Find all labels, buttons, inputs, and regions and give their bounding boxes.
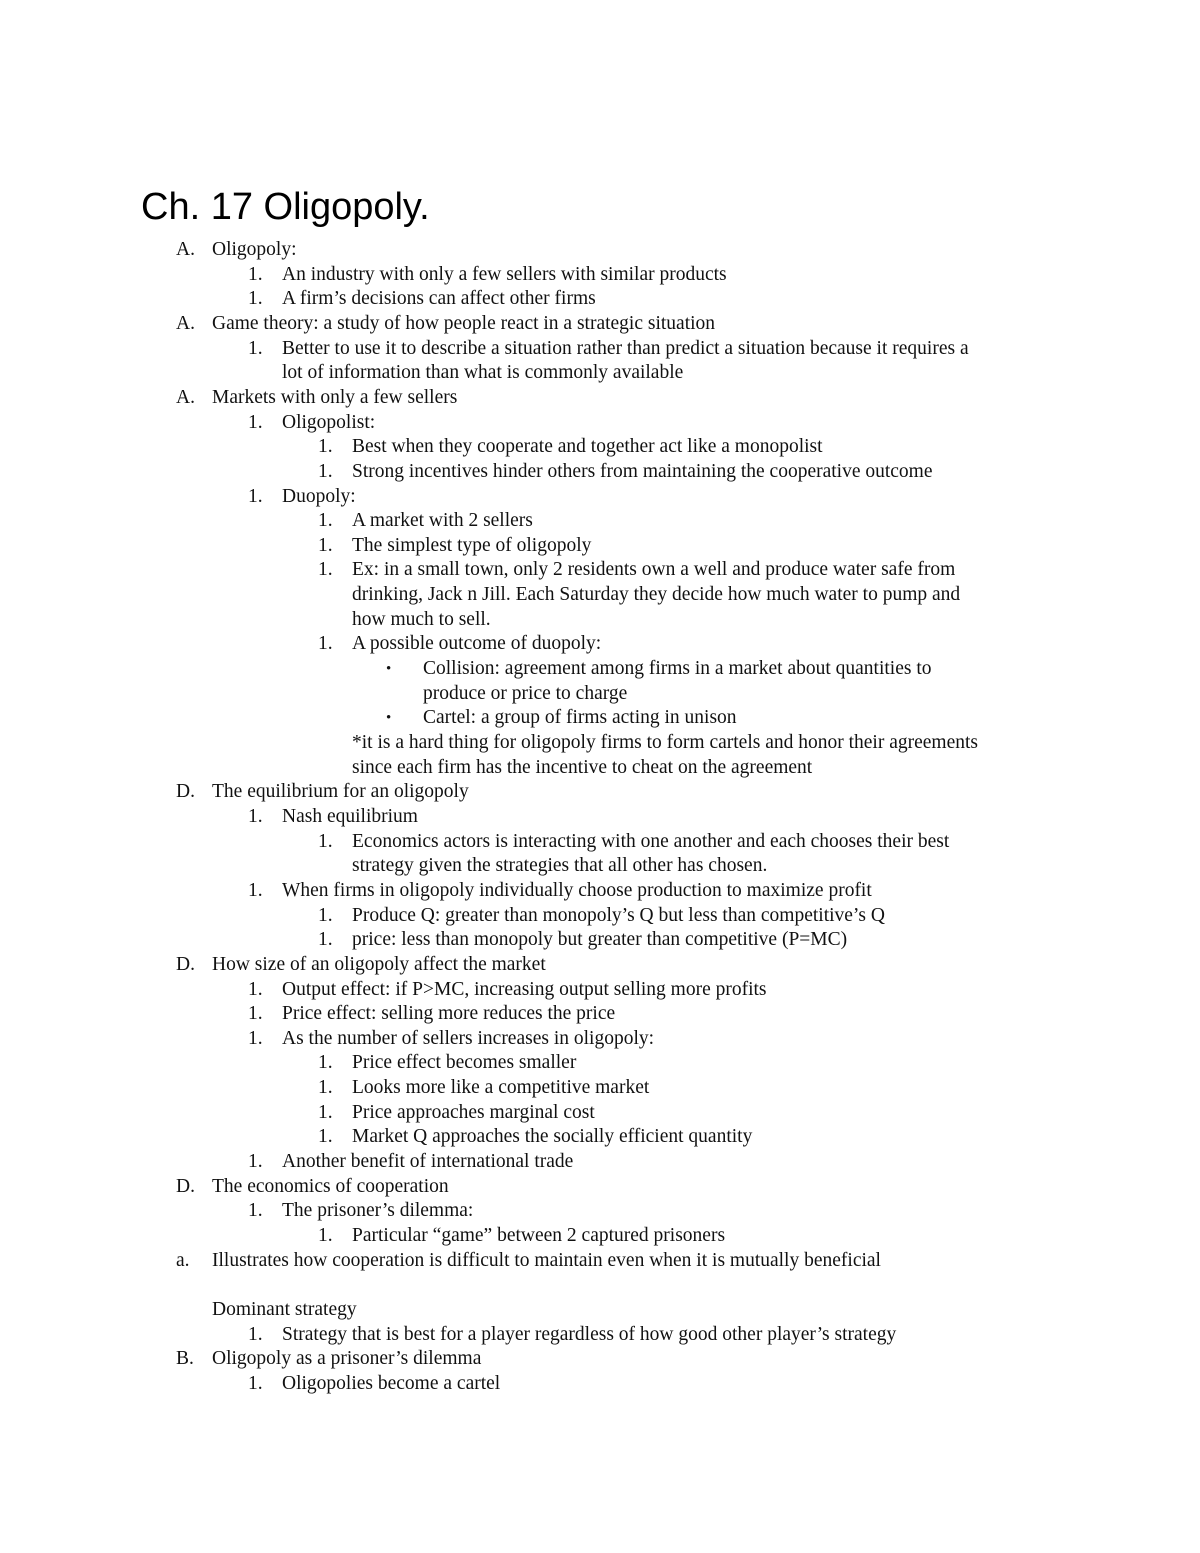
outline-line xyxy=(0,731,1200,755)
list-marker: 1. xyxy=(248,1151,263,1173)
list-marker: 1. xyxy=(318,1077,333,1099)
outline-text: strategy given the strategies that all other has chosen. xyxy=(352,855,768,877)
outline-text: lot of information than what is commonly available xyxy=(282,362,684,384)
outline-line xyxy=(0,1002,1200,1026)
outline-text: drinking, Jack n Jill. Each Saturday they decide how much water to pump and xyxy=(352,584,961,606)
outline-text: A possible outcome of duopoly: xyxy=(352,633,602,655)
outline-line xyxy=(0,312,1200,336)
list-marker: B. xyxy=(176,1348,194,1370)
outline-text: Cartel: a group of firms acting in unison xyxy=(423,707,737,729)
list-marker: 1. xyxy=(318,1126,333,1148)
list-marker: D. xyxy=(176,1175,195,1197)
outline-text: Oligopoly as a prisoner’s dilemma xyxy=(212,1348,482,1370)
outline-line xyxy=(0,706,1200,730)
outline-line xyxy=(0,756,1200,780)
outline-line xyxy=(0,1249,1200,1273)
outline-text: Collision: agreement among firms in a market about quantities to xyxy=(423,658,932,680)
list-marker: A. xyxy=(176,386,195,408)
list-marker: D. xyxy=(176,781,195,803)
bullet-marker: • xyxy=(386,661,392,678)
outline-line xyxy=(0,854,1200,878)
outline-line xyxy=(0,632,1200,656)
outline-text: Oligopoly: xyxy=(212,239,297,260)
outline-text: Price effect: selling more reduces the price xyxy=(282,1003,616,1025)
list-marker: 1. xyxy=(248,978,263,1000)
outline-text: Ex: in a small town, only 2 residents own a well and produce water safe from xyxy=(352,559,956,581)
outline-text: Dominant strategy xyxy=(212,1298,357,1320)
outline-line xyxy=(0,1273,1200,1297)
outline-line xyxy=(0,978,1200,1002)
outline-line xyxy=(0,460,1200,484)
list-marker: a. xyxy=(176,1249,190,1271)
list-marker: 1. xyxy=(318,1052,333,1074)
outline-line xyxy=(0,879,1200,903)
list-marker: 1. xyxy=(318,534,333,556)
outline-line xyxy=(0,780,1200,804)
outline-line xyxy=(0,1076,1200,1100)
outline-line xyxy=(0,830,1200,854)
list-marker: 1. xyxy=(248,1003,263,1025)
list-marker: 1. xyxy=(318,510,333,532)
outline-line xyxy=(0,361,1200,385)
outline-line xyxy=(0,386,1200,410)
list-marker: 1. xyxy=(318,436,333,458)
outline-text: A firm’s decisions can affect other firms xyxy=(282,288,596,310)
outline-text: The equilibrium for an oligopoly xyxy=(212,781,469,803)
outline-line xyxy=(0,682,1200,706)
outline-line xyxy=(0,263,1200,287)
outline-line xyxy=(0,435,1200,459)
outline-text: Better to use it to describe a situation rather than predict a situation because it requires a xyxy=(282,337,969,359)
list-marker: 1. xyxy=(248,337,263,359)
outline-line xyxy=(0,608,1200,632)
outline-line xyxy=(0,583,1200,607)
list-marker: 1. xyxy=(248,288,263,310)
bullet-marker: • xyxy=(386,710,392,727)
outline-text: Strong incentives hinder others from maintaining the cooperative outcome xyxy=(352,460,933,482)
outline-text: Another benefit of international trade xyxy=(282,1151,574,1173)
list-marker: 1. xyxy=(318,1101,333,1123)
outline-text: The prisoner’s dilemma: xyxy=(282,1200,474,1222)
outline-text: Strategy that is best for a player regardless of how good other player’s strategy xyxy=(282,1323,897,1345)
outline-text: As the number of sellers increases in oligopoly: xyxy=(282,1027,655,1049)
outline-text: Nash equilibrium xyxy=(282,805,418,827)
outline-line xyxy=(0,1199,1200,1223)
outline-text: Economics actors is interacting with one another and each chooses their best xyxy=(352,830,950,852)
list-marker: 1. xyxy=(318,460,333,482)
outline-text: since each firm has the incentive to cheat on the agreement xyxy=(352,756,813,778)
outline-line xyxy=(0,1372,1200,1396)
outline-line xyxy=(0,1051,1200,1075)
list-marker: 1. xyxy=(318,1225,333,1246)
outline-text: The simplest type of oligopoly xyxy=(352,534,592,556)
list-marker: 1. xyxy=(318,904,333,926)
outline-line xyxy=(0,411,1200,435)
outline-text: Best when they cooperate and together act like a monopolist xyxy=(352,436,823,458)
list-marker: 1. xyxy=(248,263,263,285)
outline-text: When firms in oligopoly individually choose production to maximize profit xyxy=(282,879,872,901)
outline-text: Market Q approaches the socially efficient quantity xyxy=(352,1126,753,1148)
outline-text: Output effect: if P>MC, increasing output selling more profits xyxy=(282,978,767,1000)
outline-line xyxy=(0,287,1200,311)
outline-text: Produce Q: greater than monopoly’s Q but less than competitive’s Q xyxy=(352,904,885,926)
list-marker: 1. xyxy=(318,559,333,581)
list-marker: 1. xyxy=(248,805,263,827)
outline-text: Price effect becomes smaller xyxy=(352,1052,577,1074)
outline-line xyxy=(0,928,1200,952)
list-marker: 1. xyxy=(248,1323,263,1345)
outline-text: Oligopolies become a cartel xyxy=(282,1372,501,1394)
outline-line xyxy=(0,1323,1200,1347)
outline-text: how much to sell. xyxy=(352,608,491,630)
outline-text: Price approaches marginal cost xyxy=(352,1101,595,1123)
outline-line xyxy=(0,485,1200,509)
list-marker: 1. xyxy=(248,485,263,507)
outline-line xyxy=(0,337,1200,361)
list-marker: 1. xyxy=(318,633,333,655)
list-marker: 1. xyxy=(248,879,263,901)
outline-text: An industry with only a few sellers with similar products xyxy=(282,263,727,285)
outline-line xyxy=(0,558,1200,582)
outline-text: Oligopolist: xyxy=(282,411,376,433)
outline-text: *it is a hard thing for oligopoly firms to form cartels and honor their agreements xyxy=(352,732,979,753)
outline-line xyxy=(0,1150,1200,1174)
outline-line xyxy=(0,509,1200,533)
outline-line xyxy=(0,904,1200,928)
outline-text: Illustrates how cooperation is difficult to maintain even when it is mutually beneficial xyxy=(212,1249,881,1271)
outline-line xyxy=(0,1175,1200,1199)
outline-text: produce or price to charge xyxy=(423,682,628,704)
outline-text: Looks more like a competitive market xyxy=(352,1077,650,1099)
outline-line xyxy=(0,1347,1200,1371)
list-marker: 1. xyxy=(318,929,333,951)
list-marker: A. xyxy=(176,312,195,334)
outline-text: Game theory: a study of how people react in a strategic situation xyxy=(212,312,716,334)
outline-line xyxy=(0,1125,1200,1149)
outline-line xyxy=(0,1101,1200,1125)
outline-line xyxy=(0,238,1200,262)
outline-line xyxy=(0,1224,1200,1248)
outline-text: How size of an oligopoly affect the market xyxy=(212,953,546,975)
outline-text: The economics of cooperation xyxy=(212,1175,449,1197)
outline-text: Duopoly: xyxy=(282,485,356,507)
outline-line xyxy=(0,534,1200,558)
list-marker: D. xyxy=(176,953,195,975)
page-title: Ch. 17 Oligopoly. xyxy=(141,186,430,228)
outline-text: Markets with only a few sellers xyxy=(212,386,458,408)
list-marker: 1. xyxy=(248,1200,263,1222)
list-marker: 1. xyxy=(248,1372,263,1394)
outline-line xyxy=(0,953,1200,977)
list-marker: 1. xyxy=(248,411,263,433)
list-marker: A. xyxy=(176,239,195,260)
outline-line xyxy=(0,805,1200,829)
outline-line xyxy=(0,657,1200,681)
outline-text: price: less than monopoly but greater than competitive (P=MC) xyxy=(352,929,848,951)
outline-line xyxy=(0,1027,1200,1051)
list-marker: 1. xyxy=(318,830,333,852)
outline-line xyxy=(0,1298,1200,1322)
list-marker: 1. xyxy=(248,1027,263,1049)
outline-text: A market with 2 sellers xyxy=(352,510,533,532)
outline-text: Particular “game” between 2 captured prisoners xyxy=(352,1225,726,1246)
